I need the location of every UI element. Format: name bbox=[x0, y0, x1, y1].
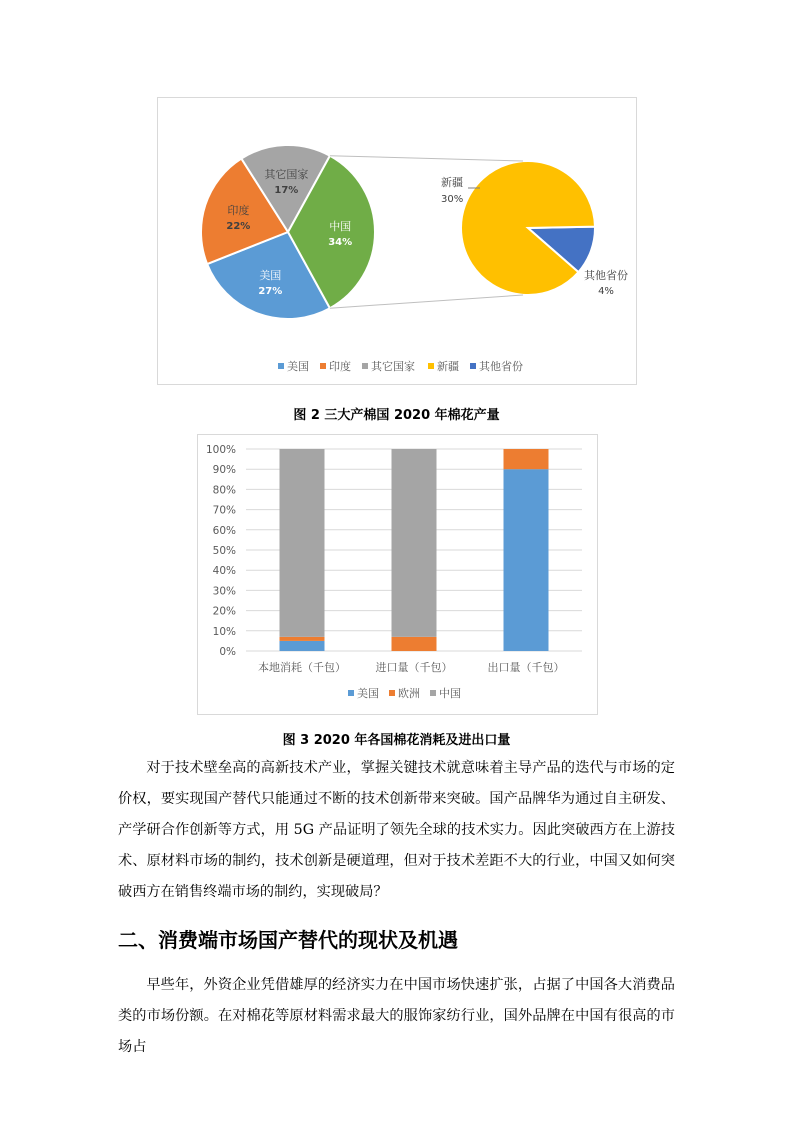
x-tick-label-2: 出口量（千包） bbox=[487, 661, 565, 674]
bar-2-0 bbox=[504, 469, 549, 651]
pie-chart-svg bbox=[158, 98, 636, 384]
bar-legend-label-1: 欧洲 bbox=[398, 687, 420, 700]
bar-legend-label-2: 中国 bbox=[439, 687, 461, 700]
bar-legend-swatch-1 bbox=[389, 690, 395, 696]
connector-line-bottom bbox=[330, 295, 523, 308]
pie-value-3: 34% bbox=[328, 237, 353, 248]
y-tick-label-3: 30% bbox=[212, 585, 236, 598]
y-tick-label-8: 80% bbox=[212, 484, 236, 497]
legend-label-3: 新疆 bbox=[437, 360, 459, 373]
legend-label-2: 其它国家 bbox=[371, 360, 415, 373]
bar-1-2 bbox=[392, 449, 437, 637]
y-tick-label-10: 100% bbox=[205, 444, 236, 456]
pie-label-0: 美国 bbox=[259, 269, 282, 283]
x-tick-label-1: 进口量（千包） bbox=[375, 661, 453, 674]
y-tick-label-5: 50% bbox=[212, 545, 236, 557]
y-tick-label-6: 60% bbox=[212, 524, 236, 537]
figure-pie-chart bbox=[157, 97, 637, 385]
figure-3-caption: 图 3 2020 年各国棉花消耗及进出口量 bbox=[282, 733, 511, 748]
secondary-label-0: 新疆 bbox=[441, 176, 463, 189]
pie-label-2: 其它国家 bbox=[264, 167, 309, 181]
figure-2-caption: 图 2 三大产棉国 2020 年棉花产量 bbox=[293, 408, 500, 423]
body-paragraph-2: 早些年，外资企业凭借雄厚的经济实力在中国市场快速扩张，占据了中国各大消费品类的市场份额。在对棉花等原材料需求最大的服饰家纺行业，国外品牌在中国有很高的市场占 bbox=[118, 977, 675, 1055]
legend-label-1: 印度 bbox=[329, 360, 351, 373]
section-heading: 二、消费端市场国产替代的现状及机遇 bbox=[118, 928, 458, 952]
pie-value-2: 17% bbox=[274, 184, 299, 196]
bar-0-2 bbox=[280, 449, 325, 637]
legend-swatch-1 bbox=[320, 363, 326, 369]
body-paragraph-1: 对于技术壁垒高的高新技术产业，掌握关键技术就意味着主导产品的迭代与市场的定价权，要实现国产替代只能通过不断的技术创新带来突破。国产品牌华为通过自主研发、产学研合作创新等方式，用 5G 产品证明了领先全球的技术实力。因此突破西方在上游技术、原材料市场的制约，技术创新是硬道理，但对于技术差距不大的行业，中国又如何突破西方在销售终端市场的制约，实现破局？ bbox=[118, 760, 675, 900]
bar-1-1 bbox=[392, 637, 437, 651]
pie-value-1: 22% bbox=[226, 220, 251, 232]
x-tick-label-0: 本地消耗（千包） bbox=[258, 661, 346, 674]
legend-swatch-0 bbox=[278, 363, 284, 369]
legend-label-0: 美国 bbox=[287, 360, 309, 373]
bar-legend-swatch-0 bbox=[348, 690, 354, 696]
connector-line-top bbox=[330, 156, 523, 161]
legend-swatch-4 bbox=[470, 363, 476, 369]
bar-2-1 bbox=[504, 449, 549, 469]
y-tick-label-4: 40% bbox=[212, 565, 236, 578]
pie-label-3: 中国 bbox=[329, 220, 352, 233]
bar-chart-svg bbox=[198, 435, 597, 714]
bar-0-0 bbox=[280, 641, 325, 651]
legend-swatch-2 bbox=[362, 363, 368, 369]
y-tick-label-0: 0% bbox=[219, 646, 236, 658]
pie-value-0: 27% bbox=[258, 286, 283, 298]
secondary-value-0: 30% bbox=[441, 194, 464, 205]
bar-legend-label-0: 美国 bbox=[357, 687, 379, 700]
figure-bar-chart bbox=[197, 434, 598, 715]
secondary-slice-0 bbox=[461, 161, 595, 295]
y-tick-label-9: 90% bbox=[212, 464, 236, 477]
legend-swatch-3 bbox=[428, 363, 434, 369]
bar-0-1 bbox=[280, 637, 325, 641]
y-tick-label-1: 10% bbox=[212, 625, 236, 638]
legend-label-4: 其他省份 bbox=[479, 360, 523, 373]
y-tick-label-7: 70% bbox=[212, 504, 236, 517]
secondary-value-1: 4% bbox=[598, 286, 614, 297]
secondary-label-1: 其他省份 bbox=[584, 269, 628, 282]
y-tick-label-2: 20% bbox=[212, 605, 236, 618]
bar-legend-swatch-2 bbox=[430, 690, 436, 696]
pie-label-1: 印度 bbox=[227, 203, 250, 217]
